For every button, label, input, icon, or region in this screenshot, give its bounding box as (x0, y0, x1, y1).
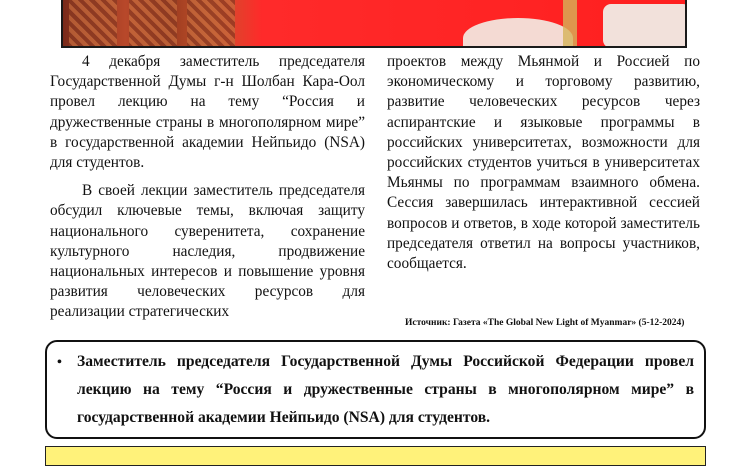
carved-panel-decoration (187, 0, 235, 48)
article-paragraph: проектов между Мьянмой и Россией по экономическому и торговому развитию, развитие человеческих ресурсов через аспирантские и языковые программы в российских университетах, возможности для российских студентов учиться в университетах Мьянмы по программам взаимного обмена. Сессия завершилась интерактивной сессией вопросов и ответов, в ходе которой заместитель председателя ответил на вопросы участников, сообщается. (387, 53, 700, 273)
article-right-column (387, 52, 700, 274)
summary-box (45, 340, 706, 439)
summary-text: Заместитель председателя Государственной Думы Российской Федерации провел лекцию на тему “Россия и дружественные страны в многополярном мире” в государственной академии Нейпьидо (NSA) для студентов. (77, 353, 694, 426)
article-source: Источник: Газета «The Global New Light of Myanmar» (5-12-2024) (405, 318, 685, 328)
article-left-column (50, 52, 365, 323)
article-paragraph: В своей лекции заместитель председателя обсудил ключевые темы, включая защиту национального суверенитета, сохранение культурного наследия, продвижение национальных интересов и повышение уровня развития человеческих ресурсов для реализации стратегических (50, 182, 365, 321)
article-paragraph: 4 декабря заместитель председателя Государственной Думы г-н Шолбан Кара-Оол провел лекцию на тему “Россия и дружественные страны в многополярном мире” в государственной академии Нейпьидо (NSA) для студентов. (50, 53, 365, 172)
carved-panel-decoration (129, 0, 177, 48)
article-photo (61, 0, 687, 48)
bullet-icon: • (57, 355, 62, 370)
next-section-bar (45, 446, 706, 466)
photo-gold-chair (563, 0, 577, 48)
photo-table-cloth (603, 4, 687, 48)
carved-panel-decoration (69, 0, 117, 48)
photo-table-cloth (463, 18, 573, 48)
